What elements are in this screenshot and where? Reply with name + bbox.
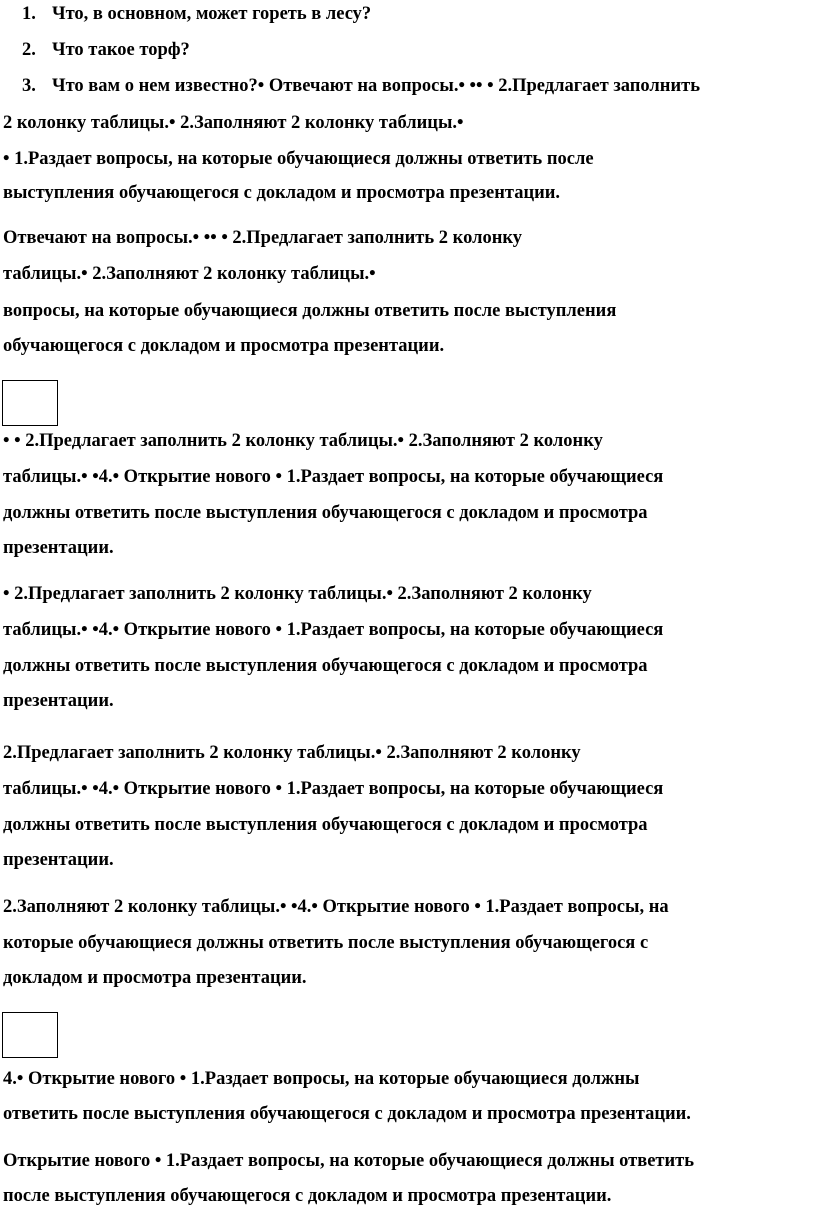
text-line: 4.• Открытие нового • 1.Раздает вопросы, на которые обучающиеся должны	[3, 1069, 640, 1089]
text-line: презентации.	[3, 538, 114, 558]
text-line: ответить после выступления обучающегося с докладом и просмотра презентации.	[3, 1104, 691, 1124]
text-line: таблицы.• •4.• Открытие нового • 1.Раздает вопросы, на которые обучающиеся	[3, 467, 664, 487]
text-line: обучающегося с докладом и просмотра презентации.	[3, 336, 445, 356]
text-line: докладом и просмотра презентации.	[3, 968, 307, 988]
empty-box	[2, 1012, 58, 1058]
list-item	[22, 76, 700, 97]
list-number: 1.	[22, 4, 36, 24]
text-line: таблицы.• •4.• Открытие нового • 1.Раздает вопросы, на которые обучающиеся	[3, 620, 664, 640]
text-line: презентации.	[3, 691, 114, 711]
text-line: 2.Предлагает заполнить 2 колонку таблицы.• 2.Заполняют 2 колонку	[3, 743, 581, 763]
text-line: таблицы.• 2.Заполняют 2 колонку таблицы.•	[3, 264, 376, 284]
text-line: должны ответить после выступления обучающегося с докладом и просмотра	[3, 815, 648, 835]
list-number: 3.	[22, 76, 36, 96]
text-line: которые обучающиеся должны ответить после выступления обучающегося с	[3, 933, 649, 953]
text-line: после выступления обучающегося с докладом и просмотра презентации.	[3, 1186, 612, 1206]
text-line: • • 2.Предлагает заполнить 2 колонку таблицы.• 2.Заполняют 2 колонку	[3, 431, 603, 451]
list-number: 2.	[22, 40, 36, 60]
text-line: 2 колонку таблицы.• 2.Заполняют 2 колонку таблицы.•	[3, 113, 464, 133]
list-item-text: Что такое торф?	[52, 40, 190, 60]
text-line: 2.Заполняют 2 колонку таблицы.• •4.• Открытие нового • 1.Раздает вопросы, на	[3, 897, 669, 917]
text-line: Отвечают на вопросы.• •• • 2.Предлагает заполнить 2 колонку	[3, 228, 523, 248]
text-line: должны ответить после выступления обучающегося с докладом и просмотра	[3, 503, 648, 523]
empty-box	[2, 380, 58, 426]
list-item	[22, 4, 371, 25]
text-line: • 2.Предлагает заполнить 2 колонку таблицы.• 2.Заполняют 2 колонку	[3, 584, 592, 604]
list-item-text: Что вам о нем известно?• Отвечают на вопросы.• •• • 2.Предлагает заполнить	[52, 76, 700, 96]
text-line: • 1.Раздает вопросы, на которые обучающиеся должны ответить после	[3, 149, 594, 169]
text-line: таблицы.• •4.• Открытие нового • 1.Раздает вопросы, на которые обучающиеся	[3, 779, 664, 799]
text-line: Открытие нового • 1.Раздает вопросы, на которые обучающиеся должны ответить	[3, 1151, 695, 1171]
text-line: выступления обучающегося с докладом и просмотра презентации.	[3, 183, 561, 203]
text-line: вопросы, на которые обучающиеся должны ответить после выступления	[3, 301, 617, 321]
text-line: должны ответить после выступления обучающегося с докладом и просмотра	[3, 656, 648, 676]
list-item	[22, 40, 190, 61]
text-line: презентации.	[3, 850, 114, 870]
list-item-text: Что, в основном, может гореть в лесу?	[52, 4, 372, 24]
